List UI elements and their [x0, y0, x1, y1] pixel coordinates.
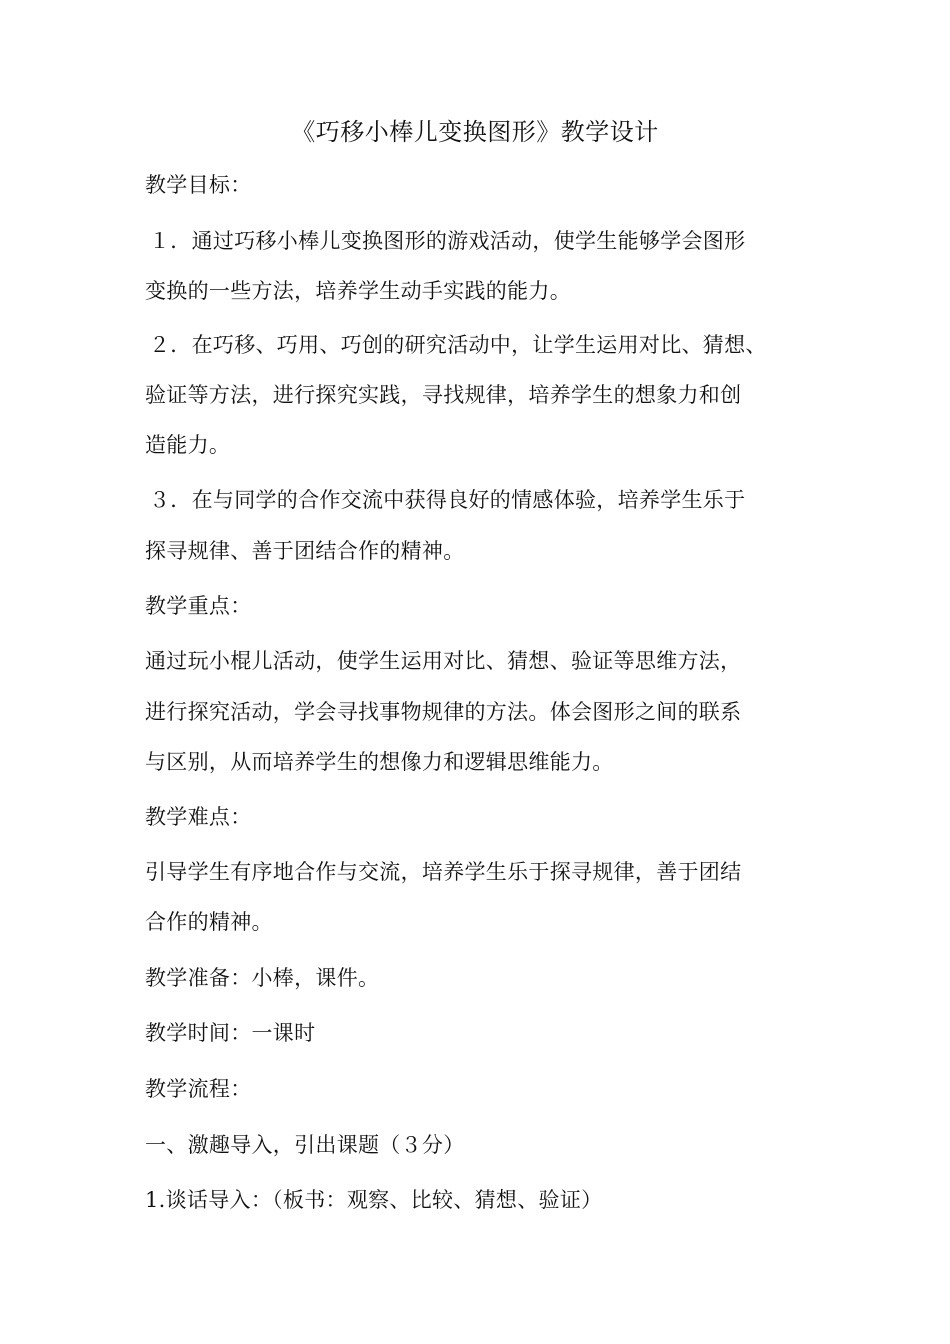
objective-2-line-3: 造能力。 — [145, 433, 231, 457]
key-points-line-3: 与区别，从而培养学生的想像力和逻辑思维能力。 — [145, 750, 614, 774]
objective-3-line-1: ３．在与同学的合作交流中获得良好的情感体验，培养学生乐于 — [149, 488, 746, 512]
process-step-1-1: 1.谈话导入：（板书：观察、比较、猜想、验证） — [145, 1188, 603, 1212]
objective-1-line-1: １．通过巧移小棒儿变换图形的游戏活动，使学生能够学会图形 — [149, 229, 746, 253]
objective-1-line-2: 变换的一些方法，培养学生动手实践的能力。 — [145, 279, 571, 303]
process-step-1: 一、激趣导入，引出课题（３分） — [145, 1133, 465, 1157]
heading-teaching-objectives: 教学目标： — [145, 173, 252, 197]
document-title: 《巧移小棒儿变换图形》教学设计 — [291, 118, 659, 146]
heading-teaching-process: 教学流程： — [145, 1077, 252, 1101]
teaching-preparation: 教学准备：小棒，课件。 — [145, 966, 380, 990]
objective-2-line-2: 验证等方法，进行探究实践，寻找规律，培养学生的想象力和创 — [145, 383, 742, 407]
objective-2-line-1: ２．在巧移、巧用、巧创的研究活动中，让学生运用对比、猜想、 — [149, 333, 767, 357]
heading-difficulties: 教学难点： — [145, 805, 252, 829]
difficulties-line-2: 合作的精神。 — [145, 910, 273, 934]
heading-key-points: 教学重点： — [145, 594, 252, 618]
key-points-line-2: 进行探究活动，学会寻找事物规律的方法。体会图形之间的联系 — [145, 700, 742, 724]
objective-3-line-2: 探寻规律、善于团结合作的精神。 — [145, 539, 465, 563]
key-points-line-1: 通过玩小棍儿活动，使学生运用对比、猜想、验证等思维方法， — [145, 649, 742, 673]
teaching-time: 教学时间：一课时 — [145, 1021, 316, 1045]
difficulties-line-1: 引导学生有序地合作与交流，培养学生乐于探寻规律，善于团结 — [145, 860, 742, 884]
